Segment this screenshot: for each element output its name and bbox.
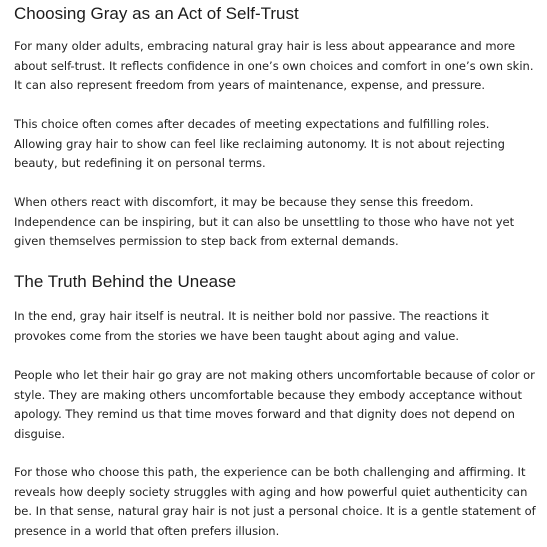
- paragraph: People who let their hair go gray are not making others uncomfortable because of color or style. They are making others uncomfortable because they embody acceptance without apology. They remind us that time moves forward and that dignity does not depend on disguise.: [14, 368, 535, 441]
- paragraph: In the end, gray hair itself is neutral. It is neither bold nor passive. The reactions it provokes come from the stories we have been taught about aging and value.: [14, 309, 489, 343]
- paragraph: For many older adults, embracing natural gray hair is less about appearance and more about self-trust. It reflects confidence in one’s own choices and comfort in one’s own skin. It can also represent freedom from years of maintenance, expense, and pressure.: [14, 39, 534, 92]
- section-heading-unease: The Truth Behind the Unease: [14, 272, 237, 291]
- paragraph: For those who choose this path, the experience can be both challenging and affirming. It reveals how deeply society struggles with aging and how powerful quiet authenticity can be. In that sense, natural gray hair is not just a personal choice. It is a gentle statement of presence in a world that often prefers illusion.: [14, 465, 536, 538]
- paragraph: This choice often comes after decades of meeting expectations and fulfilling roles. Allowing gray hair to show can feel like reclaiming autonomy. It is not about rejecting beauty, but redefining it on personal terms.: [14, 117, 505, 170]
- paragraph: When others react with discomfort, it may be because they sense this freedom. Independence can be inspiring, but it can also be unsettling to those who have not yet given themselves permission to step back from external demands.: [14, 195, 515, 248]
- section-heading-self-trust: Choosing Gray as an Act of Self-Trust: [14, 4, 299, 23]
